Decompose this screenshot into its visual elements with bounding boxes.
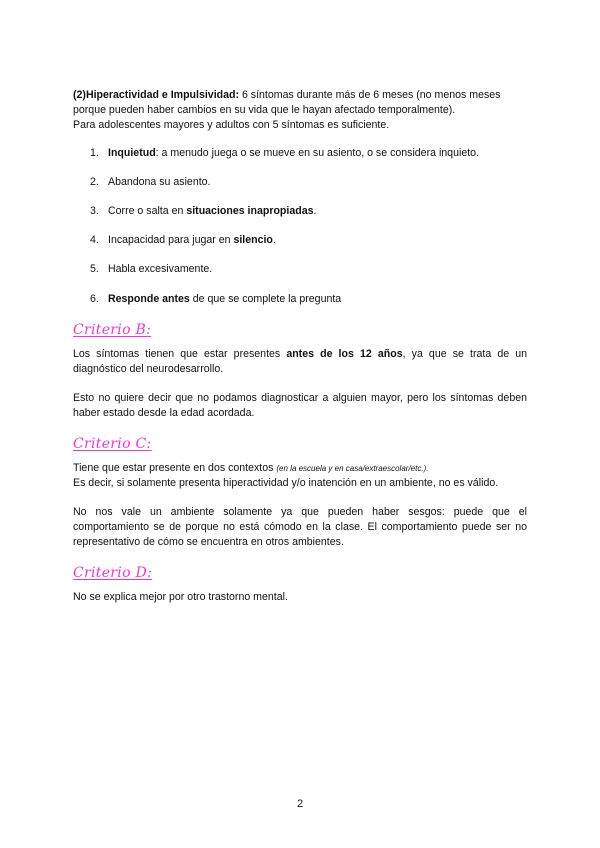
list-text: .: [272, 234, 276, 246]
list-text: de que se complete la pregunta: [189, 293, 342, 305]
list-item: [90, 233, 530, 248]
section2-intro-text: 6 síntomas durante más de 6 meses (no menos meses porque pueden haber cambios en su vida que le hayan afectado temporalmente).: [73, 89, 501, 116]
list-number: 2.: [90, 176, 99, 188]
criterio-b-paragraph-2: Esto no quiere decir que no podamos diagnosticar a alguien mayor, pero los síntomas deben haber estado desde la edad acordada.: [73, 392, 527, 419]
text-span: Es decir, si solamente presenta hiperactividad y/o inatención en un ambiente, no es válido.: [73, 477, 499, 489]
criterio-c-paragraph-2: No nos vale un ambiente solamente ya que pueden haber sesgos: puede que el comportamiento se de porque no está cómodo en la clase. El comportamiento puede ser no representativo de cómo se encuentra en otros ambientes.: [73, 506, 527, 548]
section2-line2: Para adolescentes mayores y adultos con 5 síntomas es suficiente.: [73, 119, 390, 131]
list-text: Incapacidad para jugar en: [108, 234, 234, 246]
list-bold: Responde antes: [108, 293, 190, 305]
list-item: [90, 204, 530, 219]
list-number: 6.: [90, 293, 99, 305]
criterio-d-heading: Criterio D:: [73, 565, 153, 581]
criterio-d-paragraph-1: No se explica mejor por otro trastorno mental.: [73, 591, 288, 603]
list-bold: silencio: [233, 234, 273, 246]
criterio-c-paragraph-1: [73, 461, 527, 491]
list-item: [90, 262, 530, 277]
bold-span: antes de los 12 años: [286, 348, 403, 360]
list-text: : a menudo juega o se mueve en su asiento, o se considera inquieto.: [155, 147, 479, 159]
list-text: Abandona su asiento.: [108, 176, 211, 188]
list-number: 4.: [90, 234, 99, 246]
text-span: Tiene que estar presente en dos contextos: [73, 462, 277, 474]
list-bold: Inquietud: [108, 147, 156, 159]
criterio-c-heading: Criterio C:: [73, 436, 152, 452]
text-span: Los síntomas tienen que estar presentes: [73, 348, 287, 360]
list-item: [90, 175, 530, 190]
list-text: Corre o salta en: [108, 205, 187, 217]
criterio-b-paragraph-1: [73, 347, 527, 377]
list-text: .: [313, 205, 317, 217]
section2-heading: (2)Hiperactividad e Impulsividad:: [73, 89, 240, 101]
list-bold: situaciones inapropiadas: [186, 205, 314, 217]
list-text: Habla excesivamente.: [108, 263, 213, 275]
list-number: 3.: [90, 205, 99, 217]
section2-intro: [73, 88, 527, 133]
italic-span: (en la escuela y en casa/extraescolar/etc.).: [276, 464, 429, 473]
list-number: 1.: [90, 147, 99, 159]
list-number: 5.: [90, 263, 99, 275]
page-number: 2: [296, 798, 304, 810]
list-item: [90, 146, 530, 161]
list-item: [90, 292, 530, 307]
criterio-b-heading: Criterio B:: [73, 322, 152, 338]
text-span: , ya que se trata de un diagnóstico del neurodesarrollo.: [73, 348, 527, 375]
